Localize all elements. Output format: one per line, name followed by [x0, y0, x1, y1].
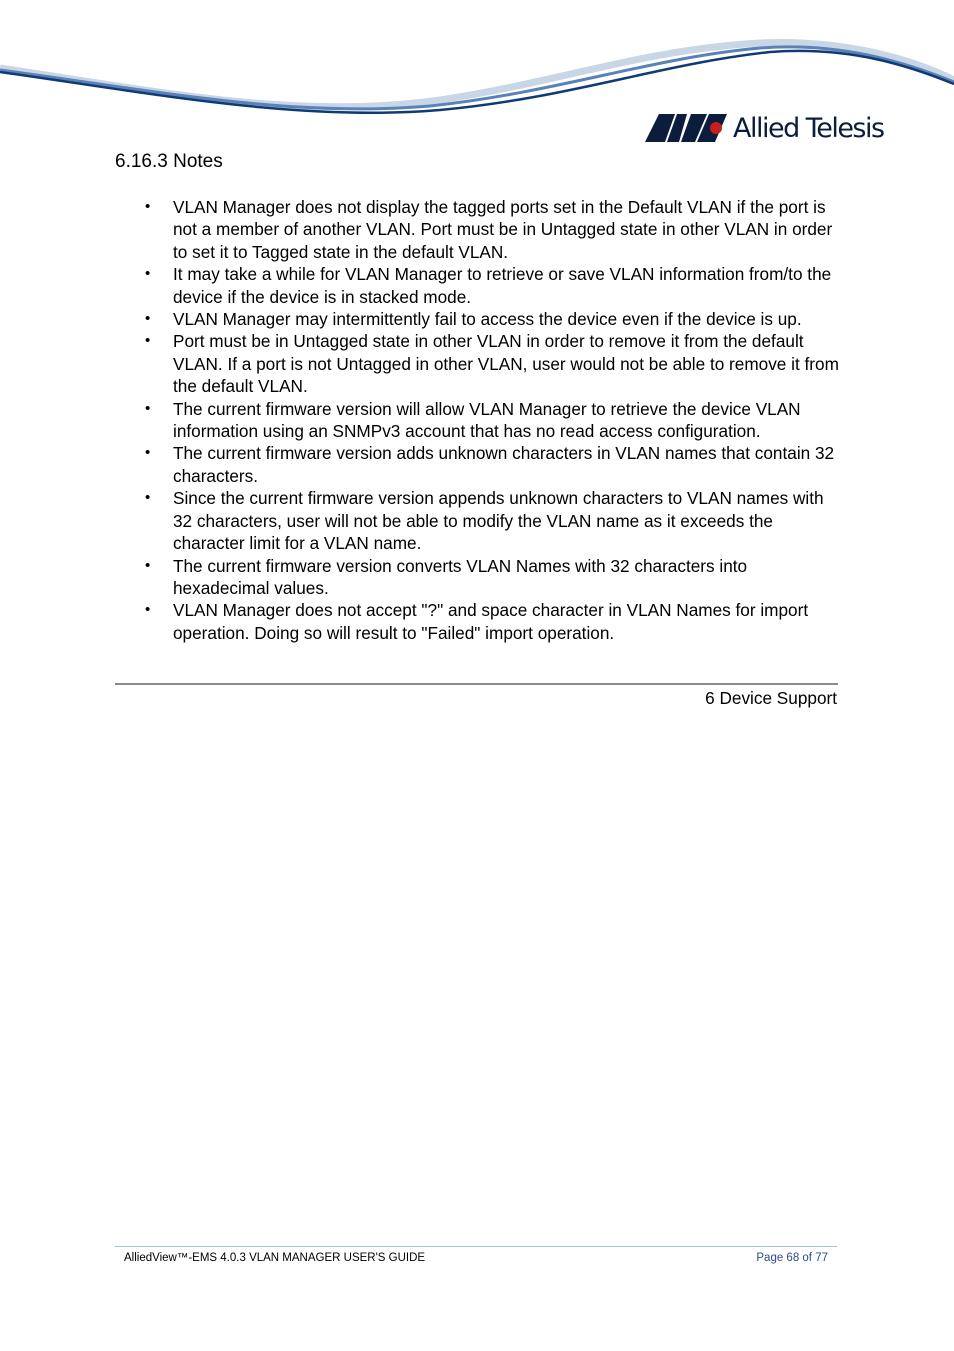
note-item: • The current firmware version adds unknown characters in VLAN names that contain 32 characters.	[115, 442, 840, 487]
logo-wordmark: Allied Telesis	[733, 112, 884, 144]
note-item: • VLAN Manager may intermittently fail to access the device even if the device is up.	[115, 308, 840, 330]
section-title: 6.16.3 Notes	[115, 151, 223, 172]
allied-telesis-logo	[645, 110, 884, 146]
chapter-label: 6 Device Support	[705, 688, 837, 708]
note-item: • VLAN Manager does not display the tagged ports set in the Default VLAN if the port is not a member of another VLAN. Port must be in Untagged state in other VLAN in order to set it to Tagged state in the default VLAN.	[115, 196, 840, 263]
footer-doc-title: AlliedView™-EMS 4.0.3 VLAN MANAGER USER'S GUIDE	[124, 1252, 426, 1264]
allied-telesis-logo-mark-icon	[645, 114, 727, 142]
note-item: • Port must be in Untagged state in other VLAN in order to remove it from the default VLAN. If a port is not Untagged in other VLAN, user would not be able to remove it from the default VLAN.	[115, 330, 840, 397]
footer-divider	[115, 1246, 837, 1247]
notes-list	[115, 196, 840, 644]
note-item: • The current firmware version converts VLAN Names with 32 characters into hexadecimal values.	[115, 555, 840, 600]
note-item: • It may take a while for VLAN Manager to retrieve or save VLAN information from/to the device if the device is in stacked mode.	[115, 263, 840, 308]
note-item: • Since the current firmware version appends unknown characters to VLAN names with 32 characters, user will not be able to modify the VLAN name as it exceeds the character limit for a VLAN name.	[115, 487, 840, 554]
note-item: • VLAN Manager does not accept "?" and space character in VLAN Names for import operation. Doing so will result to "Failed" import operation.	[115, 599, 840, 644]
footer-page-number: Page 68 of 77	[756, 1252, 828, 1264]
note-item: • The current firmware version will allow VLAN Manager to retrieve the device VLAN information using an SNMPv3 account that has no read access configuration.	[115, 398, 840, 443]
section-divider	[115, 683, 838, 685]
